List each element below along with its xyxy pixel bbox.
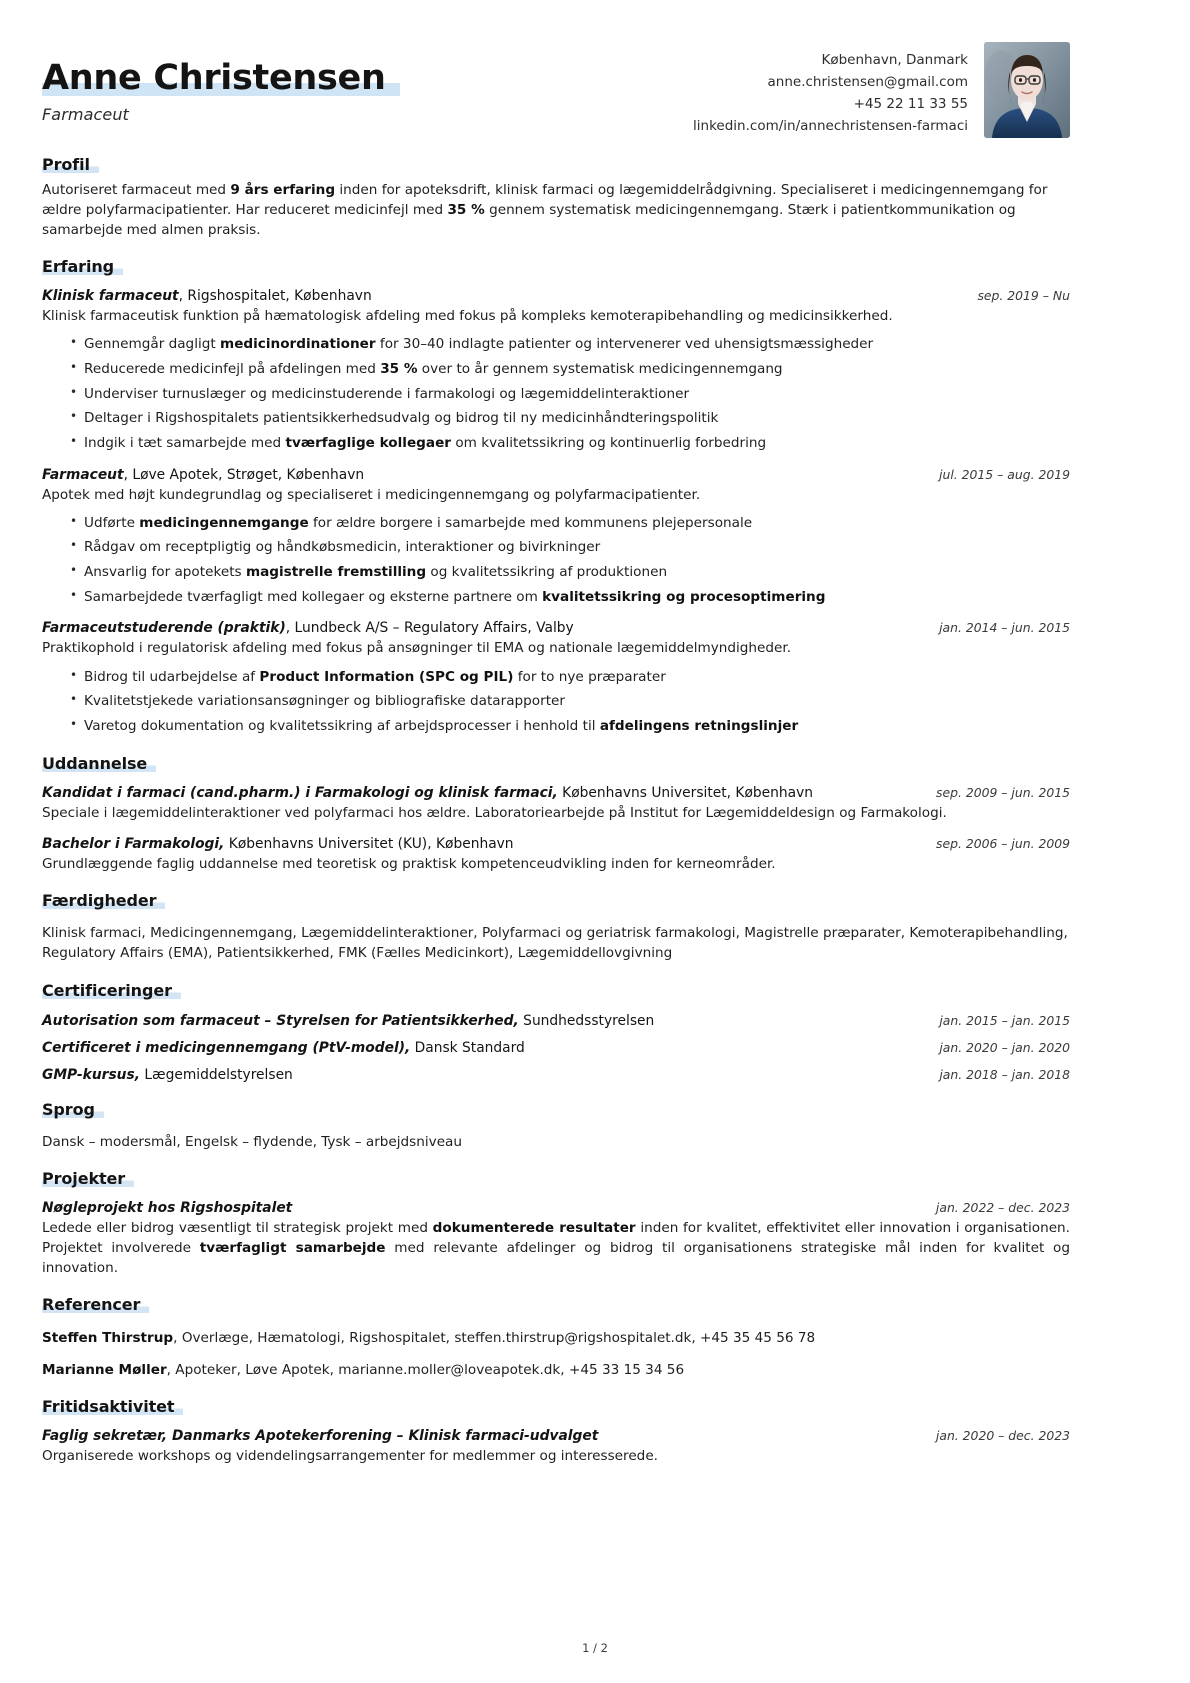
certification-name: GMP-kursus,	[42, 1066, 140, 1083]
entry-date: sep. 2006 – jun. 2009	[936, 835, 1070, 851]
bullet-1-frag-2: over to år gennem systematisk medicingennemgang	[417, 361, 783, 378]
languages-text: Dansk – modersmål, Engelsk – flydende, Tysk – arbejdsniveau	[42, 1133, 463, 1150]
bullet-item	[70, 513, 1070, 534]
reference-line	[42, 1328, 1070, 1348]
entry-title	[42, 1200, 918, 1216]
section-title-erfaring: Erfaring	[42, 257, 123, 276]
referencer-list	[42, 1328, 1070, 1380]
entry-title	[42, 836, 918, 852]
bullet-3-frag-1: kvalitetssikring og procesoptimering	[542, 588, 826, 605]
entry-paragraph-frag-0: Ledede eller bidrog væsentligt til strategisk projekt med	[42, 1219, 433, 1236]
bullet-1-frag-0: Kvalitetstjekede variationsansøgninger og bibliografiske datarapporter	[84, 693, 565, 710]
projekter-entries	[42, 1200, 1070, 1278]
page-footer	[0, 1641, 1190, 1655]
entry-title	[42, 620, 921, 636]
entry	[42, 1428, 1070, 1466]
section-title-uddannelse: Uddannelse	[42, 754, 156, 773]
profil-paragraph	[42, 180, 1070, 240]
entry	[42, 836, 1070, 874]
uddannelse-entries	[42, 785, 1070, 874]
entry	[42, 785, 1070, 823]
bullet-item	[70, 334, 1070, 355]
entry-date: jan. 2020 – dec. 2023	[935, 1428, 1070, 1444]
section-sprog	[42, 1100, 1070, 1152]
entry-title	[42, 785, 918, 801]
entry-paragraph-frag-4: med relevante afdelinger og bidrog til organisationens strategiske mål inden for kvalitet og innovation.	[42, 1240, 1071, 1277]
bullet-item	[70, 537, 1070, 558]
entry-paragraph-frag-3: tværfagligt samarbejde	[199, 1240, 386, 1257]
section-erfaring	[42, 257, 1070, 736]
bullet-2-frag-2: og kvalitetssikring af produktionen	[426, 564, 668, 581]
entry-head	[42, 836, 1070, 852]
certification-label	[42, 1067, 293, 1083]
section-fritidsaktivitet	[42, 1397, 1070, 1466]
skills-text: Klinisk farmaci, Medicingennemgang, Lægemiddelinteraktioner, Polyfarmaci og geriatrisk farmakologi, Magistrelle præparater, Kemoterapibehandling, Regulatory Affairs (EMA), Patientsikkerhed, FMK (Fælles Medicinkort), Lægemiddellovgivning	[42, 924, 1068, 962]
entry	[42, 1200, 1070, 1278]
certification-label	[42, 1013, 654, 1029]
erfaring-entries	[42, 288, 1070, 736]
identity-block	[42, 42, 400, 124]
entry-summary: Klinisk farmaceutisk funktion på hæmatologisk afdeling med fokus på kompleks kemoterapibehandling og medicinsikkerhed.	[42, 308, 893, 325]
bullet-0-frag-2: for ældre borgere i samarbejde med kommunens plejepersonale	[308, 514, 753, 531]
entry-org: Københavns Universitet, København	[557, 784, 814, 801]
section-profil	[42, 155, 1070, 240]
bullet-item	[70, 359, 1070, 380]
fritidsaktivitet-entries	[42, 1428, 1070, 1466]
profil-paragraph-frag-1: 9 års erfaring	[230, 182, 336, 198]
entry-date: jan. 2022 – dec. 2023	[935, 1199, 1070, 1215]
reference-name: Marianne Møller	[42, 1361, 167, 1378]
entry-summary: Speciale i lægemiddelinteraktioner ved polyfarmaci hos ældre. Laboratoriearbejde på Institut for Lægemiddeldesign og Farmakologi.	[42, 804, 947, 821]
reference-line	[42, 1360, 1070, 1380]
certification-row	[42, 1040, 1070, 1056]
section-faerdigheder	[42, 891, 1070, 964]
contact-email[interactable]: anne.christensen@gmail.com	[767, 73, 968, 90]
section-title-sprog: Sprog	[42, 1100, 104, 1119]
bullet-4-frag-1: tværfaglige kollegaer	[285, 435, 452, 452]
entry-org: Københavns Universitet (KU), København	[224, 835, 514, 852]
bullet-0-frag-0: Bidrog til udarbejdelse af	[84, 668, 260, 685]
entry-paragraph-frag-1: dokumenterede resultater	[432, 1219, 636, 1236]
bullet-0-frag-2: for to nye præparater	[513, 668, 666, 685]
bullet-item	[70, 716, 1070, 737]
entry	[42, 288, 1070, 453]
page-number: 1 / 2	[582, 1641, 608, 1655]
entry-role: Farmaceut	[42, 466, 124, 483]
entry-head	[42, 1428, 1070, 1444]
bullet-item	[70, 408, 1070, 429]
entry-title	[42, 467, 921, 483]
certification-date: jan. 2015 – jan. 2015	[939, 1012, 1070, 1028]
bullet-0-frag-1: Product Information (SPC og PIL)	[259, 668, 514, 685]
certification-issuer: Lægemiddelstyrelsen	[139, 1066, 293, 1083]
entry-head	[42, 785, 1070, 801]
bullet-item	[70, 433, 1070, 454]
bullet-2-frag-0: Varetog dokumentation og kvalitetssikring af arbejdsprocesser i henhold til	[84, 717, 600, 734]
entry-summary: Grundlæggende faglig uddannelse med teoretisk og praktisk kompetenceudvikling inden for kerneområder.	[42, 855, 776, 872]
entry-summary: Organiserede workshops og videndelingsarrangementer for medlemmer og interesserede.	[42, 1448, 658, 1465]
entry-title	[42, 288, 959, 304]
certification-row	[42, 1013, 1070, 1029]
entry-head	[42, 467, 1070, 483]
cv-header	[42, 42, 1070, 138]
avatar	[984, 42, 1070, 138]
job-title: Farmaceut	[42, 104, 129, 124]
entry-summary: Praktikophold i regulatorisk afdeling med fokus på ansøgninger til EMA og nationale lægemiddelmyndigheder.	[42, 640, 792, 657]
entry-paragraph	[42, 1218, 1070, 1278]
entry-role: Faglig sekretær, Danmarks Apotekerforening – Klinisk farmaci-udvalget	[42, 1428, 599, 1445]
reference-details: , Overlæge, Hæmatologi, Rigshospitalet, steffen.thirstrup@rigshospitalet.dk, +45 35 45 56 78	[173, 1330, 816, 1347]
entry-org: , Lundbeck A/S – Regulatory Affairs, Valby	[285, 620, 574, 637]
entry-date: jan. 2014 – jun. 2015	[939, 620, 1070, 636]
section-title-certificeringer: Certificeringer	[42, 981, 181, 1000]
entry-role: Klinisk farmaceut	[42, 288, 179, 305]
profil-paragraph-frag-2: inden for apoteksdrift, klinisk farmaci og lægemiddelrådgivning. Specialiseret i medicingennemgang for ældre polyfarmacipatienter. Har reduceret medicinfejl med	[42, 182, 1048, 219]
bullet-0-frag-0: Gennemgår dagligt	[84, 336, 221, 353]
certification-issuer: Sundhedsstyrelsen	[518, 1012, 655, 1029]
section-projekter	[42, 1169, 1070, 1278]
bullet-2-frag-1: magistrelle fremstilling	[245, 564, 427, 581]
entry-date: sep. 2019 – Nu	[977, 288, 1070, 304]
section-title-projekter: Projekter	[42, 1169, 134, 1188]
bullet-2-frag-0: Underviser turnuslæger og medicinstuderende i farmakologi og lægemiddelinteraktioner	[84, 385, 690, 402]
profil-paragraph-frag-0: Autoriseret farmaceut med	[42, 182, 231, 198]
entry-bullets	[42, 667, 1070, 737]
contact-linkedin[interactable]: linkedin.com/in/annechristensen-farmaci	[693, 117, 968, 134]
entry-role: Farmaceutstuderende (praktik)	[42, 620, 286, 637]
page-title: Anne Christensen	[42, 58, 400, 98]
entry	[42, 467, 1070, 608]
contact-location: København, Danmark	[821, 52, 968, 68]
bullet-3-frag-0: Deltager i Rigshospitalets patientsikkerhedsudvalg og bidrog til ny medicinhåndteringspolitik	[84, 410, 719, 427]
entry-date: jul. 2015 – aug. 2019	[939, 466, 1070, 482]
bullet-item	[70, 667, 1070, 688]
entry	[42, 620, 1070, 736]
entry-head	[42, 288, 1070, 304]
section-title-referencer: Referencer	[42, 1295, 149, 1314]
bullet-item	[70, 587, 1070, 608]
entry-role: Kandidat i farmaci (cand.pharm.) i Farmakologi og klinisk farmaci,	[42, 784, 558, 801]
contact-and-photo	[693, 42, 1070, 138]
bullet-2-frag-0: Ansvarlig for apotekets	[84, 564, 246, 581]
reference-details: , Apoteker, Løve Apotek, marianne.moller@loveapotek.dk, +45 33 15 34 56	[166, 1361, 685, 1378]
bullet-4-frag-0: Indgik i tæt samarbejde med	[84, 435, 286, 452]
portrait-photo-icon	[984, 42, 1070, 138]
bullet-1-frag-1: 35 %	[380, 361, 418, 378]
bullet-item	[70, 562, 1070, 583]
bullet-2-frag-1: afdelingens retningslinjer	[599, 717, 799, 734]
bullet-3-frag-0: Samarbejdede tværfagligt med kollegaer og eksterne partnere om	[84, 588, 543, 605]
entry-bullets	[42, 334, 1070, 453]
contact-phone[interactable]: +45 22 11 33 55	[853, 95, 968, 112]
section-title-fritidsaktivitet: Fritidsaktivitet	[42, 1397, 183, 1416]
profil-paragraph-frag-4: gennem systematisk medicingennemgang. Stærk i patientkommunikation og samarbejde med almen praksis.	[42, 202, 1016, 239]
section-certificeringer	[42, 981, 1070, 1083]
certification-issuer: Dansk Standard	[410, 1039, 525, 1056]
bullet-4-frag-2: om kvalitetssikring og kontinuerlig forbedring	[451, 435, 767, 452]
bullet-item	[70, 384, 1070, 405]
section-uddannelse	[42, 754, 1070, 874]
certificeringer-list	[42, 1013, 1070, 1083]
entry-paragraph-frag-2: inden for kvalitet, effektivitet eller innovation i organisationen. Projektet involverede	[42, 1219, 1070, 1257]
entry-bullets	[42, 513, 1070, 608]
bullet-1-frag-0: Rådgav om receptpligtig og håndkøbsmedicin, interaktioner og bivirkninger	[84, 539, 601, 556]
bullet-0-frag-0: Udførte	[84, 514, 140, 531]
entry-org: , Rigshospitalet, København	[178, 288, 372, 305]
entry-role: Nøgleprojekt hos Rigshospitalet	[42, 1199, 293, 1216]
certification-date: jan. 2020 – jan. 2020	[939, 1039, 1070, 1055]
entry-role: Bachelor i Farmakologi,	[42, 835, 225, 852]
section-title-faerdigheder: Færdigheder	[42, 891, 165, 910]
entry-date: sep. 2009 – jun. 2015	[936, 784, 1070, 800]
bullet-item	[70, 691, 1070, 712]
bullet-0-frag-2: for 30–40 indlagte patienter og intervenerer ved uhensigtsmæssigheder	[375, 336, 874, 353]
entry-summary: Apotek med højt kundegrundlag og specialiseret i medicingennemgang og polyfarmacipatienter.	[42, 486, 701, 503]
bullet-0-frag-1: medicingennemgange	[139, 514, 309, 531]
certification-label	[42, 1040, 525, 1056]
certification-name: Certificeret i medicingennemgang (PtV-model),	[42, 1039, 411, 1056]
reference-name: Steffen Thirstrup	[42, 1330, 174, 1347]
entry-org: , Løve Apotek, Strøget, København	[123, 466, 365, 483]
certification-name: Autorisation som farmaceut – Styrelsen for Patientsikkerhed,	[42, 1012, 519, 1029]
section-referencer	[42, 1295, 1070, 1380]
certification-date: jan. 2018 – jan. 2018	[939, 1066, 1070, 1082]
section-title-profil: Profil	[42, 155, 99, 174]
contact-details	[693, 42, 968, 137]
entry-head	[42, 620, 1070, 636]
bullet-0-frag-1: medicinordinationer	[220, 336, 376, 353]
entry-head	[42, 1200, 1070, 1216]
bullet-1-frag-0: Reducerede medicinfejl på afdelingen med	[84, 361, 381, 378]
entry-title	[42, 1428, 918, 1444]
profil-paragraph-frag-3: 35 %	[447, 202, 485, 219]
certification-row	[42, 1067, 1070, 1083]
